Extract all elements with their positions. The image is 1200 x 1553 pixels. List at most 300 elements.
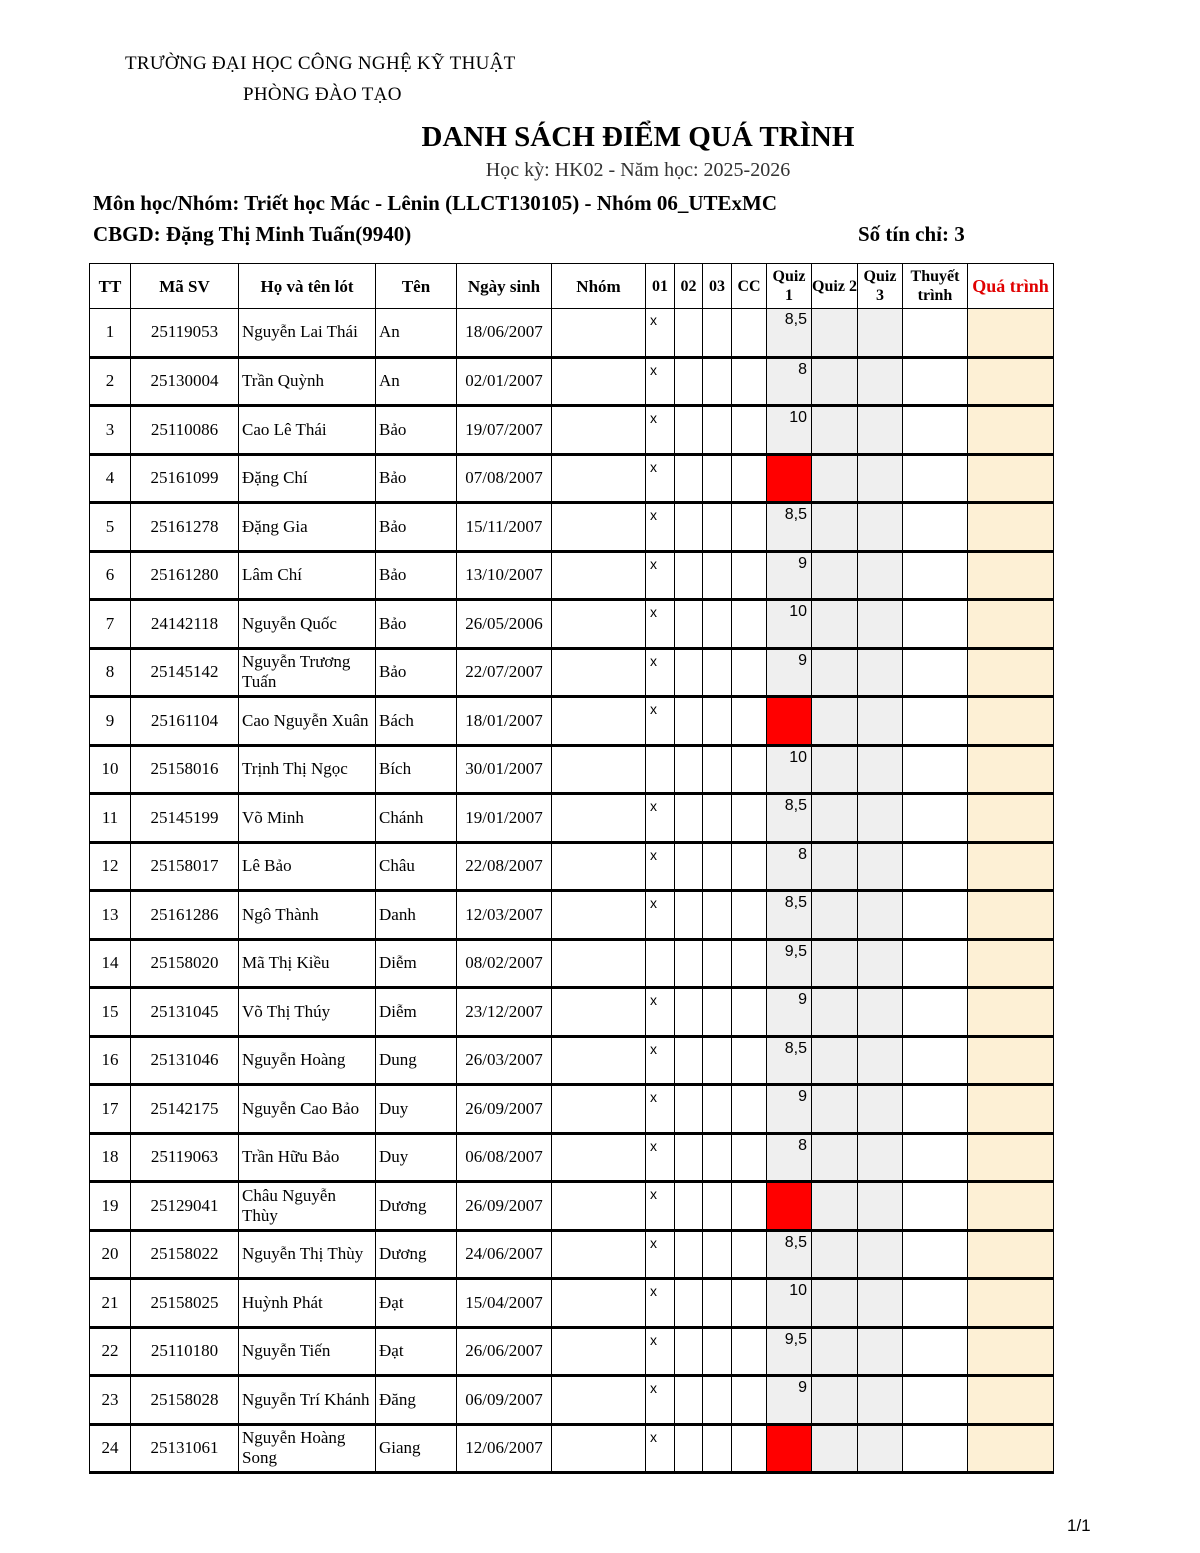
cell-quiz1: 9,5 bbox=[767, 1327, 812, 1376]
cell-process bbox=[968, 794, 1054, 843]
cell-student-id: 25119063 bbox=[131, 1133, 239, 1182]
cell-02 bbox=[675, 939, 703, 988]
cell-01: x bbox=[646, 551, 675, 600]
cell-student-id: 25161278 bbox=[131, 503, 239, 552]
cell-cc bbox=[732, 1133, 767, 1182]
cell-last-middle-name: Nguyễn Trương Tuấn bbox=[239, 648, 376, 697]
cell-tt: 6 bbox=[90, 551, 131, 600]
cell-quiz2 bbox=[812, 745, 858, 794]
cell-02 bbox=[675, 648, 703, 697]
cell-quiz2 bbox=[812, 842, 858, 891]
cell-dob: 23/12/2007 bbox=[457, 988, 552, 1037]
col-group: Nhóm bbox=[552, 264, 646, 309]
cell-01: x bbox=[646, 891, 675, 940]
cell-tt: 16 bbox=[90, 1036, 131, 1085]
cell-quiz1: 8,5 bbox=[767, 1230, 812, 1279]
cell-process bbox=[968, 1182, 1054, 1231]
cell-student-id: 25110086 bbox=[131, 406, 239, 455]
cell-presentation bbox=[903, 1036, 968, 1085]
cell-tt: 3 bbox=[90, 406, 131, 455]
cell-first-name: Diễm bbox=[376, 988, 457, 1037]
cell-first-name: Bách bbox=[376, 697, 457, 746]
cell-quiz2 bbox=[812, 1230, 858, 1279]
cell-first-name: An bbox=[376, 357, 457, 406]
cell-first-name: Dương bbox=[376, 1230, 457, 1279]
cell-01: x bbox=[646, 1085, 675, 1134]
cell-group bbox=[552, 503, 646, 552]
cell-quiz2 bbox=[812, 357, 858, 406]
cell-last-middle-name: Võ Minh bbox=[239, 794, 376, 843]
cell-01: x bbox=[646, 1133, 675, 1182]
cell-03 bbox=[703, 1230, 732, 1279]
cell-03 bbox=[703, 988, 732, 1037]
cell-03 bbox=[703, 794, 732, 843]
cell-tt: 11 bbox=[90, 794, 131, 843]
cell-first-name: Bảo bbox=[376, 454, 457, 503]
cell-group bbox=[552, 406, 646, 455]
cell-02 bbox=[675, 1327, 703, 1376]
cell-last-middle-name: Nguyễn Tiến bbox=[239, 1327, 376, 1376]
cell-03 bbox=[703, 1376, 732, 1425]
cell-process bbox=[968, 1424, 1054, 1473]
cell-student-id: 25142175 bbox=[131, 1085, 239, 1134]
cell-last-middle-name: Nguyễn Thị Thùy bbox=[239, 1230, 376, 1279]
cell-first-name: Bảo bbox=[376, 406, 457, 455]
cell-01: x bbox=[646, 1327, 675, 1376]
cell-01: x bbox=[646, 697, 675, 746]
cell-quiz3 bbox=[858, 794, 903, 843]
col-process: Quá trình bbox=[968, 264, 1054, 309]
cell-cc bbox=[732, 1279, 767, 1328]
cell-presentation bbox=[903, 503, 968, 552]
col-tt: TT bbox=[90, 264, 131, 309]
cell-group bbox=[552, 1230, 646, 1279]
cell-quiz2 bbox=[812, 1424, 858, 1473]
cell-tt: 7 bbox=[90, 600, 131, 649]
cell-01: x bbox=[646, 309, 675, 358]
cell-group bbox=[552, 1133, 646, 1182]
cell-01: x bbox=[646, 1036, 675, 1085]
cell-group bbox=[552, 551, 646, 600]
cell-quiz1 bbox=[767, 454, 812, 503]
cell-quiz2 bbox=[812, 794, 858, 843]
cell-process bbox=[968, 939, 1054, 988]
cell-03 bbox=[703, 600, 732, 649]
cell-presentation bbox=[903, 745, 968, 794]
cell-student-id: 25161104 bbox=[131, 697, 239, 746]
cell-cc bbox=[732, 842, 767, 891]
cell-cc bbox=[732, 939, 767, 988]
col-quiz3: Quiz 3 bbox=[858, 264, 903, 309]
col-first-name: Tên bbox=[376, 264, 457, 309]
cell-quiz2 bbox=[812, 406, 858, 455]
cell-presentation bbox=[903, 600, 968, 649]
cell-02 bbox=[675, 1085, 703, 1134]
cell-last-middle-name: Đặng Gia bbox=[239, 503, 376, 552]
cell-cc bbox=[732, 794, 767, 843]
cell-group bbox=[552, 794, 646, 843]
cell-quiz1 bbox=[767, 697, 812, 746]
cell-cc bbox=[732, 1182, 767, 1231]
cell-02 bbox=[675, 891, 703, 940]
cell-dob: 26/05/2006 bbox=[457, 600, 552, 649]
cell-presentation bbox=[903, 1230, 968, 1279]
cell-process bbox=[968, 842, 1054, 891]
col-student-id: Mã SV bbox=[131, 264, 239, 309]
cell-cc bbox=[732, 891, 767, 940]
cell-process bbox=[968, 406, 1054, 455]
cell-tt: 5 bbox=[90, 503, 131, 552]
cell-tt: 9 bbox=[90, 697, 131, 746]
cell-02 bbox=[675, 551, 703, 600]
table-row bbox=[90, 988, 1054, 1037]
table-row bbox=[90, 842, 1054, 891]
cell-student-id: 25110180 bbox=[131, 1327, 239, 1376]
cell-quiz3 bbox=[858, 1376, 903, 1425]
cell-tt: 2 bbox=[90, 357, 131, 406]
cell-03 bbox=[703, 551, 732, 600]
cell-presentation bbox=[903, 939, 968, 988]
cell-cc bbox=[732, 1085, 767, 1134]
cell-tt: 14 bbox=[90, 939, 131, 988]
cell-cc bbox=[732, 988, 767, 1037]
cell-presentation bbox=[903, 988, 968, 1037]
cell-first-name: Chánh bbox=[376, 794, 457, 843]
page-title: DANH SÁCH ĐIỂM QUÁ TRÌNH bbox=[421, 121, 855, 153]
cell-tt: 12 bbox=[90, 842, 131, 891]
cell-quiz2 bbox=[812, 551, 858, 600]
cell-quiz2 bbox=[812, 988, 858, 1037]
cell-presentation bbox=[903, 891, 968, 940]
cell-dob: 26/06/2007 bbox=[457, 1327, 552, 1376]
cell-presentation bbox=[903, 454, 968, 503]
col-last-middle-name: Họ và tên lót bbox=[239, 264, 376, 309]
cell-last-middle-name: Lê Bảo bbox=[239, 842, 376, 891]
cell-quiz3 bbox=[858, 988, 903, 1037]
cell-process bbox=[968, 1133, 1054, 1182]
cell-quiz2 bbox=[812, 697, 858, 746]
cell-quiz1: 8,5 bbox=[767, 503, 812, 552]
cell-first-name: Duy bbox=[376, 1133, 457, 1182]
cell-tt: 4 bbox=[90, 454, 131, 503]
cell-quiz3 bbox=[858, 503, 903, 552]
cell-01: x bbox=[646, 1182, 675, 1231]
cell-02 bbox=[675, 1279, 703, 1328]
cell-quiz3 bbox=[858, 697, 903, 746]
cell-process bbox=[968, 1085, 1054, 1134]
cell-process bbox=[968, 891, 1054, 940]
cell-student-id: 25119053 bbox=[131, 309, 239, 358]
cell-01: x bbox=[646, 357, 675, 406]
cell-dob: 26/09/2007 bbox=[457, 1085, 552, 1134]
cell-first-name: Bảo bbox=[376, 600, 457, 649]
cell-student-id: 25158016 bbox=[131, 745, 239, 794]
cell-group bbox=[552, 891, 646, 940]
cell-cc bbox=[732, 1327, 767, 1376]
col-presentation: Thuyết trình bbox=[903, 264, 968, 309]
table-row bbox=[90, 648, 1054, 697]
cell-dob: 19/01/2007 bbox=[457, 794, 552, 843]
cell-last-middle-name: Châu Nguyễn Thùy bbox=[239, 1182, 376, 1231]
table-row bbox=[90, 1133, 1054, 1182]
cell-group bbox=[552, 842, 646, 891]
cell-presentation bbox=[903, 1327, 968, 1376]
cell-presentation bbox=[903, 1182, 968, 1231]
cell-03 bbox=[703, 1327, 732, 1376]
cell-last-middle-name: Nguyễn Trí Khánh bbox=[239, 1376, 376, 1425]
cell-last-middle-name: Cao Nguyễn Xuân bbox=[239, 697, 376, 746]
cell-student-id: 25158025 bbox=[131, 1279, 239, 1328]
cell-cc bbox=[732, 745, 767, 794]
cell-quiz2 bbox=[812, 1279, 858, 1328]
cell-quiz3 bbox=[858, 1279, 903, 1328]
cell-cc bbox=[732, 648, 767, 697]
cell-cc bbox=[732, 503, 767, 552]
cell-quiz2 bbox=[812, 1182, 858, 1231]
cell-group bbox=[552, 600, 646, 649]
table-row bbox=[90, 406, 1054, 455]
cell-02 bbox=[675, 309, 703, 358]
col-cc: CC bbox=[732, 264, 767, 309]
cell-student-id: 25131046 bbox=[131, 1036, 239, 1085]
cell-tt: 1 bbox=[90, 309, 131, 358]
cell-quiz1 bbox=[767, 1182, 812, 1231]
cell-quiz2 bbox=[812, 939, 858, 988]
cell-quiz1: 10 bbox=[767, 1279, 812, 1328]
cell-dob: 07/08/2007 bbox=[457, 454, 552, 503]
cell-student-id: 25161280 bbox=[131, 551, 239, 600]
cell-first-name: Dương bbox=[376, 1182, 457, 1231]
cell-first-name: Đạt bbox=[376, 1279, 457, 1328]
table-row bbox=[90, 1230, 1054, 1279]
cell-quiz3 bbox=[858, 1327, 903, 1376]
cell-02 bbox=[675, 600, 703, 649]
cell-quiz1: 8,5 bbox=[767, 794, 812, 843]
cell-group bbox=[552, 1424, 646, 1473]
cell-quiz3 bbox=[858, 551, 903, 600]
cell-process bbox=[968, 1327, 1054, 1376]
cell-cc bbox=[732, 1424, 767, 1473]
cell-process bbox=[968, 697, 1054, 746]
cell-group bbox=[552, 988, 646, 1037]
table-row bbox=[90, 309, 1054, 358]
col-quiz1: Quiz 1 bbox=[767, 264, 812, 309]
cell-quiz2 bbox=[812, 454, 858, 503]
cell-03 bbox=[703, 939, 732, 988]
cell-03 bbox=[703, 891, 732, 940]
cell-presentation bbox=[903, 406, 968, 455]
cell-group bbox=[552, 1182, 646, 1231]
cell-cc bbox=[732, 406, 767, 455]
cell-student-id: 25158017 bbox=[131, 842, 239, 891]
table-row bbox=[90, 357, 1054, 406]
cell-tt: 15 bbox=[90, 988, 131, 1037]
cell-03 bbox=[703, 842, 732, 891]
cell-quiz3 bbox=[858, 648, 903, 697]
table-row bbox=[90, 1279, 1054, 1328]
cell-tt: 19 bbox=[90, 1182, 131, 1231]
cell-02 bbox=[675, 1133, 703, 1182]
cell-group bbox=[552, 648, 646, 697]
cell-02 bbox=[675, 842, 703, 891]
cell-dob: 22/08/2007 bbox=[457, 842, 552, 891]
cell-first-name: Bảo bbox=[376, 648, 457, 697]
cell-03 bbox=[703, 1085, 732, 1134]
cell-quiz3 bbox=[858, 406, 903, 455]
cell-quiz1: 10 bbox=[767, 600, 812, 649]
col-01: 01 bbox=[646, 264, 675, 309]
cell-quiz2 bbox=[812, 309, 858, 358]
table-row bbox=[90, 1085, 1054, 1134]
cell-quiz3 bbox=[858, 1424, 903, 1473]
cell-last-middle-name: Võ Thị Thúy bbox=[239, 988, 376, 1037]
cell-first-name: Dung bbox=[376, 1036, 457, 1085]
cell-process bbox=[968, 551, 1054, 600]
table-row bbox=[90, 697, 1054, 746]
cell-01: x bbox=[646, 842, 675, 891]
cell-dob: 18/01/2007 bbox=[457, 697, 552, 746]
cell-03 bbox=[703, 454, 732, 503]
cell-02 bbox=[675, 406, 703, 455]
cell-last-middle-name: Ngô Thành bbox=[239, 891, 376, 940]
cell-first-name: Danh bbox=[376, 891, 457, 940]
cell-process bbox=[968, 357, 1054, 406]
cell-student-id: 25158022 bbox=[131, 1230, 239, 1279]
cell-dob: 26/09/2007 bbox=[457, 1182, 552, 1231]
table-row bbox=[90, 1036, 1054, 1085]
cell-02 bbox=[675, 1424, 703, 1473]
cell-group bbox=[552, 309, 646, 358]
cell-03 bbox=[703, 1036, 732, 1085]
cell-03 bbox=[703, 357, 732, 406]
cell-student-id: 25131061 bbox=[131, 1424, 239, 1473]
cell-01: x bbox=[646, 1279, 675, 1328]
table-row bbox=[90, 794, 1054, 843]
cell-tt: 22 bbox=[90, 1327, 131, 1376]
cell-tt: 13 bbox=[90, 891, 131, 940]
cell-dob: 12/03/2007 bbox=[457, 891, 552, 940]
cell-01: x bbox=[646, 600, 675, 649]
cell-process bbox=[968, 1230, 1054, 1279]
cell-student-id: 25145142 bbox=[131, 648, 239, 697]
cell-first-name: Bảo bbox=[376, 503, 457, 552]
cell-quiz1: 9 bbox=[767, 648, 812, 697]
cell-cc bbox=[732, 551, 767, 600]
cell-quiz3 bbox=[858, 891, 903, 940]
cell-last-middle-name: Nguyễn Hoàng Song bbox=[239, 1424, 376, 1473]
cell-dob: 18/06/2007 bbox=[457, 309, 552, 358]
table-row bbox=[90, 1327, 1054, 1376]
table-row bbox=[90, 551, 1054, 600]
col-03: 03 bbox=[703, 264, 732, 309]
cell-quiz3 bbox=[858, 1182, 903, 1231]
cell-quiz2 bbox=[812, 600, 858, 649]
cell-quiz3 bbox=[858, 1133, 903, 1182]
cell-process bbox=[968, 503, 1054, 552]
cell-01: x bbox=[646, 503, 675, 552]
credits-line: Số tín chỉ: 3 bbox=[858, 222, 965, 246]
table-row bbox=[90, 454, 1054, 503]
cell-02 bbox=[675, 1036, 703, 1085]
cell-group bbox=[552, 745, 646, 794]
cell-process bbox=[968, 600, 1054, 649]
cell-tt: 8 bbox=[90, 648, 131, 697]
cell-03 bbox=[703, 1279, 732, 1328]
cell-tt: 10 bbox=[90, 745, 131, 794]
cell-03 bbox=[703, 1182, 732, 1231]
cell-01: x bbox=[646, 406, 675, 455]
grades-table bbox=[89, 263, 1054, 1474]
cell-dob: 06/08/2007 bbox=[457, 1133, 552, 1182]
cell-quiz3 bbox=[858, 600, 903, 649]
cell-process bbox=[968, 648, 1054, 697]
cell-03 bbox=[703, 1424, 732, 1473]
subject-line: Môn học/Nhóm: Triết học Mác - Lênin (LLCT130105) - Nhóm 06_UTExMC bbox=[93, 191, 778, 215]
cell-03 bbox=[703, 1133, 732, 1182]
cell-presentation bbox=[903, 309, 968, 358]
table-row bbox=[90, 939, 1054, 988]
cell-tt: 21 bbox=[90, 1279, 131, 1328]
cell-presentation bbox=[903, 1279, 968, 1328]
page-number: 1/1 bbox=[1067, 1516, 1091, 1535]
cell-last-middle-name: Trần Hữu Bảo bbox=[239, 1133, 376, 1182]
cell-dob: 24/06/2007 bbox=[457, 1230, 552, 1279]
cell-quiz1: 8,5 bbox=[767, 891, 812, 940]
cell-last-middle-name: Huỳnh Phát bbox=[239, 1279, 376, 1328]
cell-01: x bbox=[646, 794, 675, 843]
cell-last-middle-name: Mã Thị Kiều bbox=[239, 939, 376, 988]
cell-02 bbox=[675, 1230, 703, 1279]
cell-process bbox=[968, 1376, 1054, 1425]
cell-01: x bbox=[646, 648, 675, 697]
cell-process bbox=[968, 988, 1054, 1037]
cell-03 bbox=[703, 697, 732, 746]
cell-03 bbox=[703, 503, 732, 552]
cell-tt: 20 bbox=[90, 1230, 131, 1279]
col-02: 02 bbox=[675, 264, 703, 309]
cell-quiz2 bbox=[812, 1036, 858, 1085]
cell-02 bbox=[675, 357, 703, 406]
cell-presentation bbox=[903, 794, 968, 843]
table-row bbox=[90, 503, 1054, 552]
cell-03 bbox=[703, 309, 732, 358]
cell-last-middle-name: Đặng Chí bbox=[239, 454, 376, 503]
cell-presentation bbox=[903, 697, 968, 746]
cell-dob: 15/04/2007 bbox=[457, 1279, 552, 1328]
cell-group bbox=[552, 357, 646, 406]
cell-group bbox=[552, 697, 646, 746]
school-name: TRƯỜNG ĐẠI HỌC CÔNG NGHỆ KỸ THUẬT bbox=[125, 53, 516, 74]
cell-quiz1: 10 bbox=[767, 406, 812, 455]
lecturer-line: CBGD: Đặng Thị Minh Tuấn(9940) bbox=[93, 222, 412, 246]
cell-02 bbox=[675, 1376, 703, 1425]
cell-process bbox=[968, 454, 1054, 503]
cell-first-name: Diễm bbox=[376, 939, 457, 988]
cell-process bbox=[968, 309, 1054, 358]
cell-tt: 17 bbox=[90, 1085, 131, 1134]
cell-first-name: Đăng bbox=[376, 1376, 457, 1425]
cell-process bbox=[968, 1279, 1054, 1328]
cell-02 bbox=[675, 745, 703, 794]
cell-first-name: Duy bbox=[376, 1085, 457, 1134]
cell-last-middle-name: Nguyễn Lai Thái bbox=[239, 309, 376, 358]
cell-dob: 30/01/2007 bbox=[457, 745, 552, 794]
cell-presentation bbox=[903, 1133, 968, 1182]
cell-quiz3 bbox=[858, 1085, 903, 1134]
cell-quiz1: 8 bbox=[767, 1133, 812, 1182]
cell-dob: 12/06/2007 bbox=[457, 1424, 552, 1473]
cell-tt: 18 bbox=[90, 1133, 131, 1182]
